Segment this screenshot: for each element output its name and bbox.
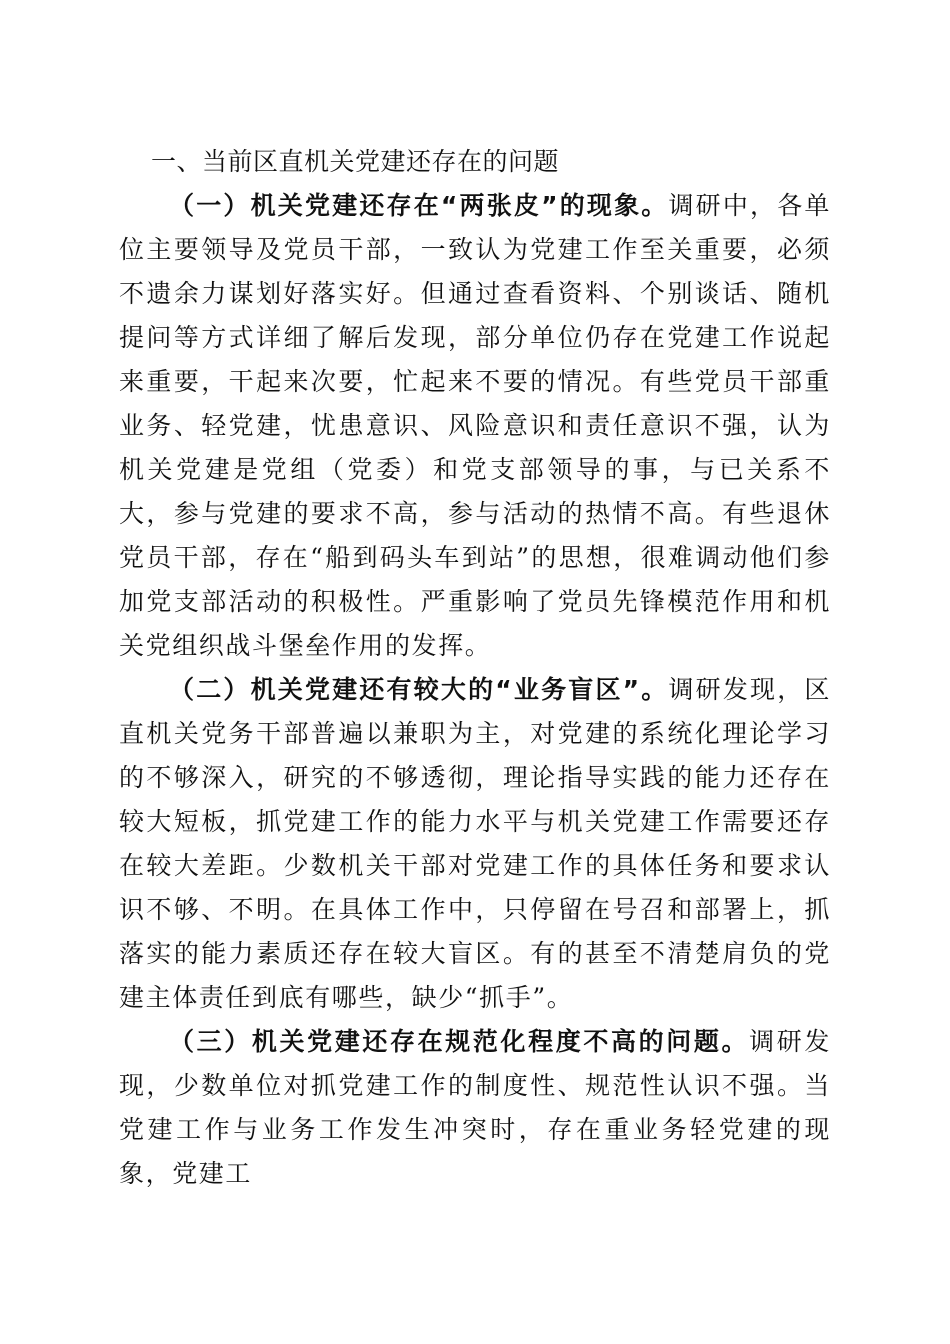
section-heading: 一、当前区直机关党建还存在的问题 — [151, 147, 560, 176]
paragraph-1-body: 调研中，各单位主要领导及党员干部，一致认为党建工作至关重要，必须不遗余力谋划好落实好。但通过查看资料、个别谈话、随机提问等方式详细了解后发现，部分单位仍存在党建工作说起来重要，干起来次要，忙起来不要的情况。有些党员干部重业务、轻党建，忧患意识、风险意识和责任意识不强，认为机关党建是党组（党委）和党支部领导的事，与已关系不大，参与党建的要求不高，参与活动的热情不高。有些退休党员干部，存在“船到码头车到站”的思想，很难调动他们参加党支部活动的积极性。严重影响了党员先锋模范作用和机关党组织战斗堡垒作用的发挥。 — [119, 191, 831, 660]
paragraph-3-lead: （三）机关党建还存在规范化程度不高的问题。 — [169, 1027, 750, 1056]
paragraph-3-body: 调研发现，少数单位对抓党建工作的制度性、规范性认识不强。当党建工作与业务工作发生冲突时，存在重业务轻党建的现象，党建工 — [119, 1027, 831, 1188]
document-body — [119, 140, 831, 1196]
paragraph-2-lead: （二）机关党建还有较大的“业务盲区”。 — [169, 675, 669, 704]
paragraph-1 — [119, 184, 831, 668]
paragraph-2 — [119, 668, 831, 1020]
paragraph-2-body: 调研发现，区直机关党务干部普遍以兼职为主，对党建的系统化理论学习的不够深入，研究的不够透彻，理论指导实践的能力还存在较大短板，抓党建工作的能力水平与机关党建工作需要还存在较大差距。少数机关干部对党建工作的具体任务和要求认识不够、不明。在具体工作中，只停留在号召和部署上，抓落实的能力素质还存在较大盲区。有的甚至不清楚肩负的党建主体责任到底有哪些，缺少“抓手”。 — [119, 675, 831, 1012]
paragraph-1-lead: （一）机关党建还存在“两张皮”的现象。 — [169, 191, 669, 220]
paragraph-3 — [119, 1020, 831, 1196]
